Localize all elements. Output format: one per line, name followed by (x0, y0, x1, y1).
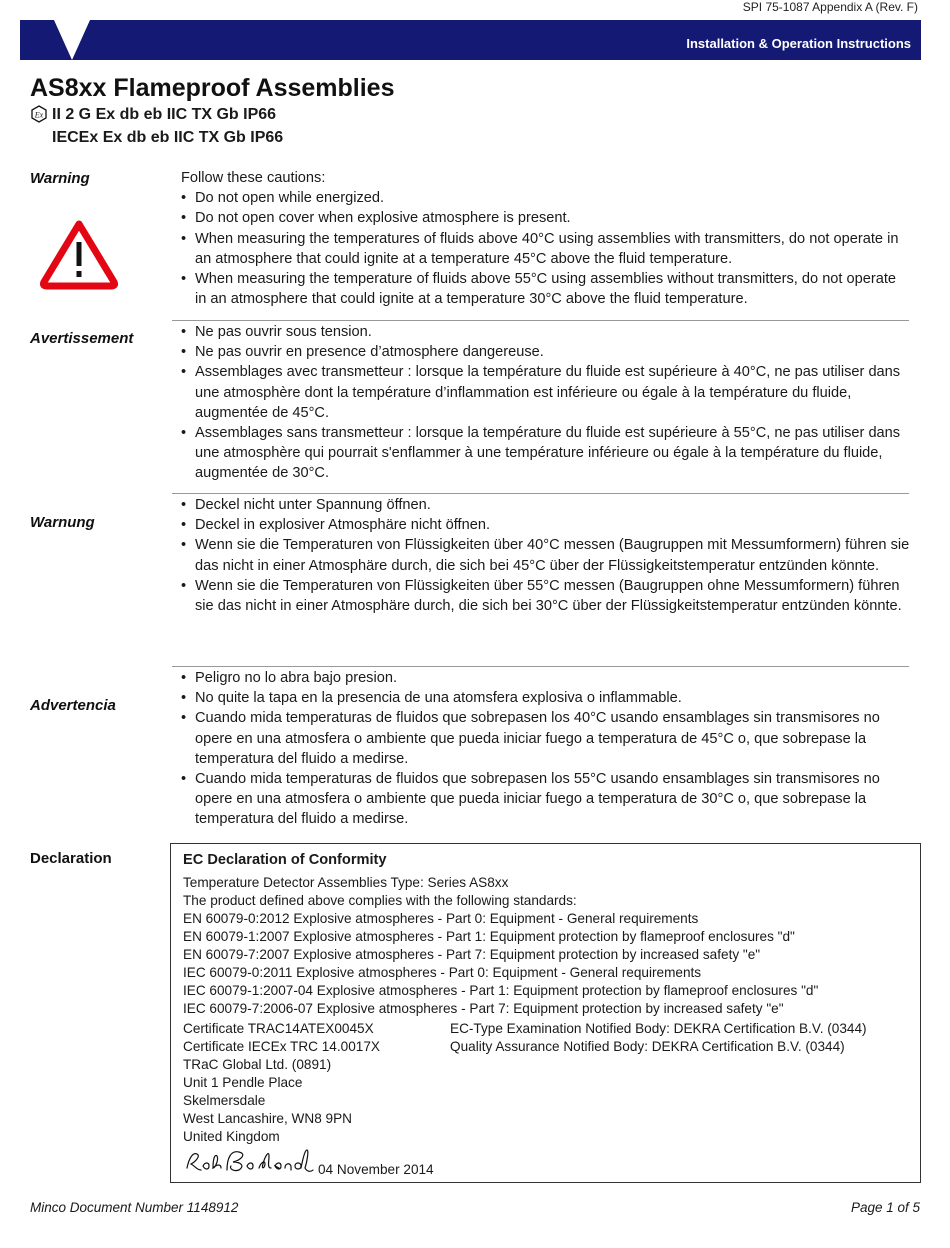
signature (183, 1146, 315, 1176)
section-label-warnung: Warnung (30, 514, 95, 531)
declaration-line: IEC 60079-7:2006-07 Explosive atmospheres - Part 7: Equipment protection by increased safety "e" (183, 1001, 784, 1016)
certificate-block (183, 1020, 380, 1146)
list-item: • When measuring the temperatures of fluids above 40°C using assemblies with transmitters, do not operate in an atmosphere that could ignite at a temperature 45°C above the fluid temperature. (181, 229, 911, 269)
address-line: Skelmersdale (183, 1093, 266, 1108)
list-item: • Deckel nicht unter Spannung öffnen. (181, 495, 911, 515)
declaration-line: IEC 60079-0:2011 Explosive atmospheres - Part 0: Equipment - General requirements (183, 965, 702, 980)
section-divider (172, 493, 909, 494)
list-item: • Wenn sie die Temperaturen von Flüssigkeiten über 40°C messen (Baugruppen mit Messumformern) führen sie das nicht in einer Atmosphäre durch, die sich bei 45°C über der Flüssigkeitstemperatur entzünden könnte. (181, 535, 911, 575)
list-item: • Peligro no lo abra bajo presion. (181, 668, 911, 688)
declaration-line: EN 60079-0:2012 Explosive atmospheres - Part 0: Equipment - General requirements (183, 911, 699, 926)
section-divider (172, 666, 909, 667)
banner-notch (54, 20, 90, 60)
declaration-title: EC Declaration of Conformity (183, 852, 387, 868)
notified-body-line: Quality Assurance Notified Body: DEKRA Certification B.V. (0344) (450, 1039, 845, 1054)
list-item: • When measuring the temperature of fluids above 55°C using assemblies without transmitters, do not operate in an atmosphere that could ignite at a temperature 30°C above the fluid temperature. (181, 269, 911, 309)
warning-section (181, 168, 911, 309)
list-item: • Do not open cover when explosive atmosphere is present. (181, 208, 911, 228)
list-item: • Cuando mida temperaturas de fluidos que sobrepasen los 40°C usando ensamblages sin transmisores no opere en una atmosfera o ambiente que pueda iniciar fuego a temperatura de 45°C o, que sobrepase la temperatura del fluido a medirse. (181, 708, 911, 769)
address-line: Unit 1 Pendle Place (183, 1075, 303, 1090)
list-item: • No quite la tapa en la presencia de una atomsfera explosiva o inflammable. (181, 688, 911, 708)
list-item: • Ne pas ouvrir sous tension. (181, 322, 911, 342)
atex-marking: II 2 G Ex db eb IIC TX Gb IP66 (52, 106, 277, 123)
address-line: TRaC Global Ltd. (0891) (183, 1057, 332, 1072)
list-item: • Deckel in explosiver Atmosphäre nicht öffnen. (181, 515, 911, 535)
section-label-declaration: Declaration (30, 850, 112, 867)
certificate-line: Certificate IECEx TRC 14.0017X (183, 1039, 380, 1054)
banner-title: Installation & Operation Instructions (686, 36, 911, 51)
section-divider (172, 320, 909, 321)
page-number: Page 1 of 5 (850, 1200, 920, 1215)
signature-date: 04 November 2014 (318, 1162, 434, 1177)
warning-triangle-icon (38, 218, 120, 290)
notified-body-line: EC-Type Examination Notified Body: DEKRA Certification B.V. (0344) (450, 1021, 867, 1036)
svg-text:Ex: Ex (34, 110, 44, 120)
address-line: West Lancashire, WN8 9PN (183, 1111, 352, 1126)
document-reference: SPI 75-1087 Appendix A (Rev. F) (742, 0, 918, 14)
list-item: • Cuando mida temperaturas de fluidos que sobrepasen los 55°C usando ensamblages sin transmisores no opere en una atmosfera o ambiente que pueda iniciar fuego a temperatura de 30°C o, que sobrepase la temperatura del fluido a medirse. (181, 769, 911, 830)
warnung-section (181, 495, 911, 616)
warning-intro: Follow these cautions: (181, 170, 326, 186)
list-item: • Assemblages sans transmetteur : lorsque la température du fluide est supérieure à 55°C, ne pas utiliser dans une atmosphère qui pourrait s'enflammer à une température inférieure ou égale à la température du fluide, augmentée de 30°C. (181, 423, 911, 484)
list-item: • Assemblages avec transmetteur : lorsque la température du fluide est supérieure à 40°C, ne pas utiliser dans une atmosphère dont la température d’inflammation est inférieure ou égale à la température du fluide, augmentée de 45°C. (181, 362, 911, 423)
list-item: • Ne pas ouvrir en presence d’atmosphere dangereuse. (181, 342, 911, 362)
notified-body-block (450, 1020, 867, 1056)
advertencia-section (181, 668, 911, 830)
declaration-line: IEC 60079-1:2007-04 Explosive atmospheres - Part 1: Equipment protection by flameproof enclosures "d" (183, 983, 819, 998)
section-label-avertissement: Avertissement (30, 330, 134, 347)
section-label-warning: Warning (30, 170, 90, 187)
list-item: • Wenn sie die Temperaturen von Flüssigkeiten über 55°C messen (Baugruppen ohne Messumformern) führen sie das nicht in einer Atmosphäre durch, die sich bei 30°C über der Flüssigkeitstemperatur entzünden könnte. (181, 576, 911, 616)
declaration-box (170, 843, 921, 1183)
avertissement-section (181, 322, 911, 484)
address-line: United Kingdom (183, 1129, 280, 1144)
declaration-line: Temperature Detector Assemblies Type: Series AS8xx (183, 875, 509, 890)
declaration-line: EN 60079-1:2007 Explosive atmospheres - Part 1: Equipment protection by flameproof enclosures "d" (183, 929, 795, 944)
declaration-line: EN 60079-7:2007 Explosive atmospheres - Part 7: Equipment protection by increased safety "e" (183, 947, 761, 962)
declaration-line: The product defined above complies with the following standards: (183, 893, 577, 908)
iecex-marking: IECEx Ex db eb IIC TX Gb IP66 (52, 129, 284, 146)
document-number: Minco Document Number 1148912 (30, 1200, 239, 1215)
section-label-advertencia: Advertencia (30, 697, 116, 714)
page-title: AS8xx Flameproof Assemblies (30, 74, 395, 102)
certificate-line: Certificate TRAC14ATEX0045X (183, 1021, 374, 1036)
ex-hexagon-icon (30, 105, 48, 123)
header-banner (20, 20, 921, 60)
declaration-standards (183, 874, 818, 1018)
list-item: • Do not open while energized. (181, 188, 911, 208)
